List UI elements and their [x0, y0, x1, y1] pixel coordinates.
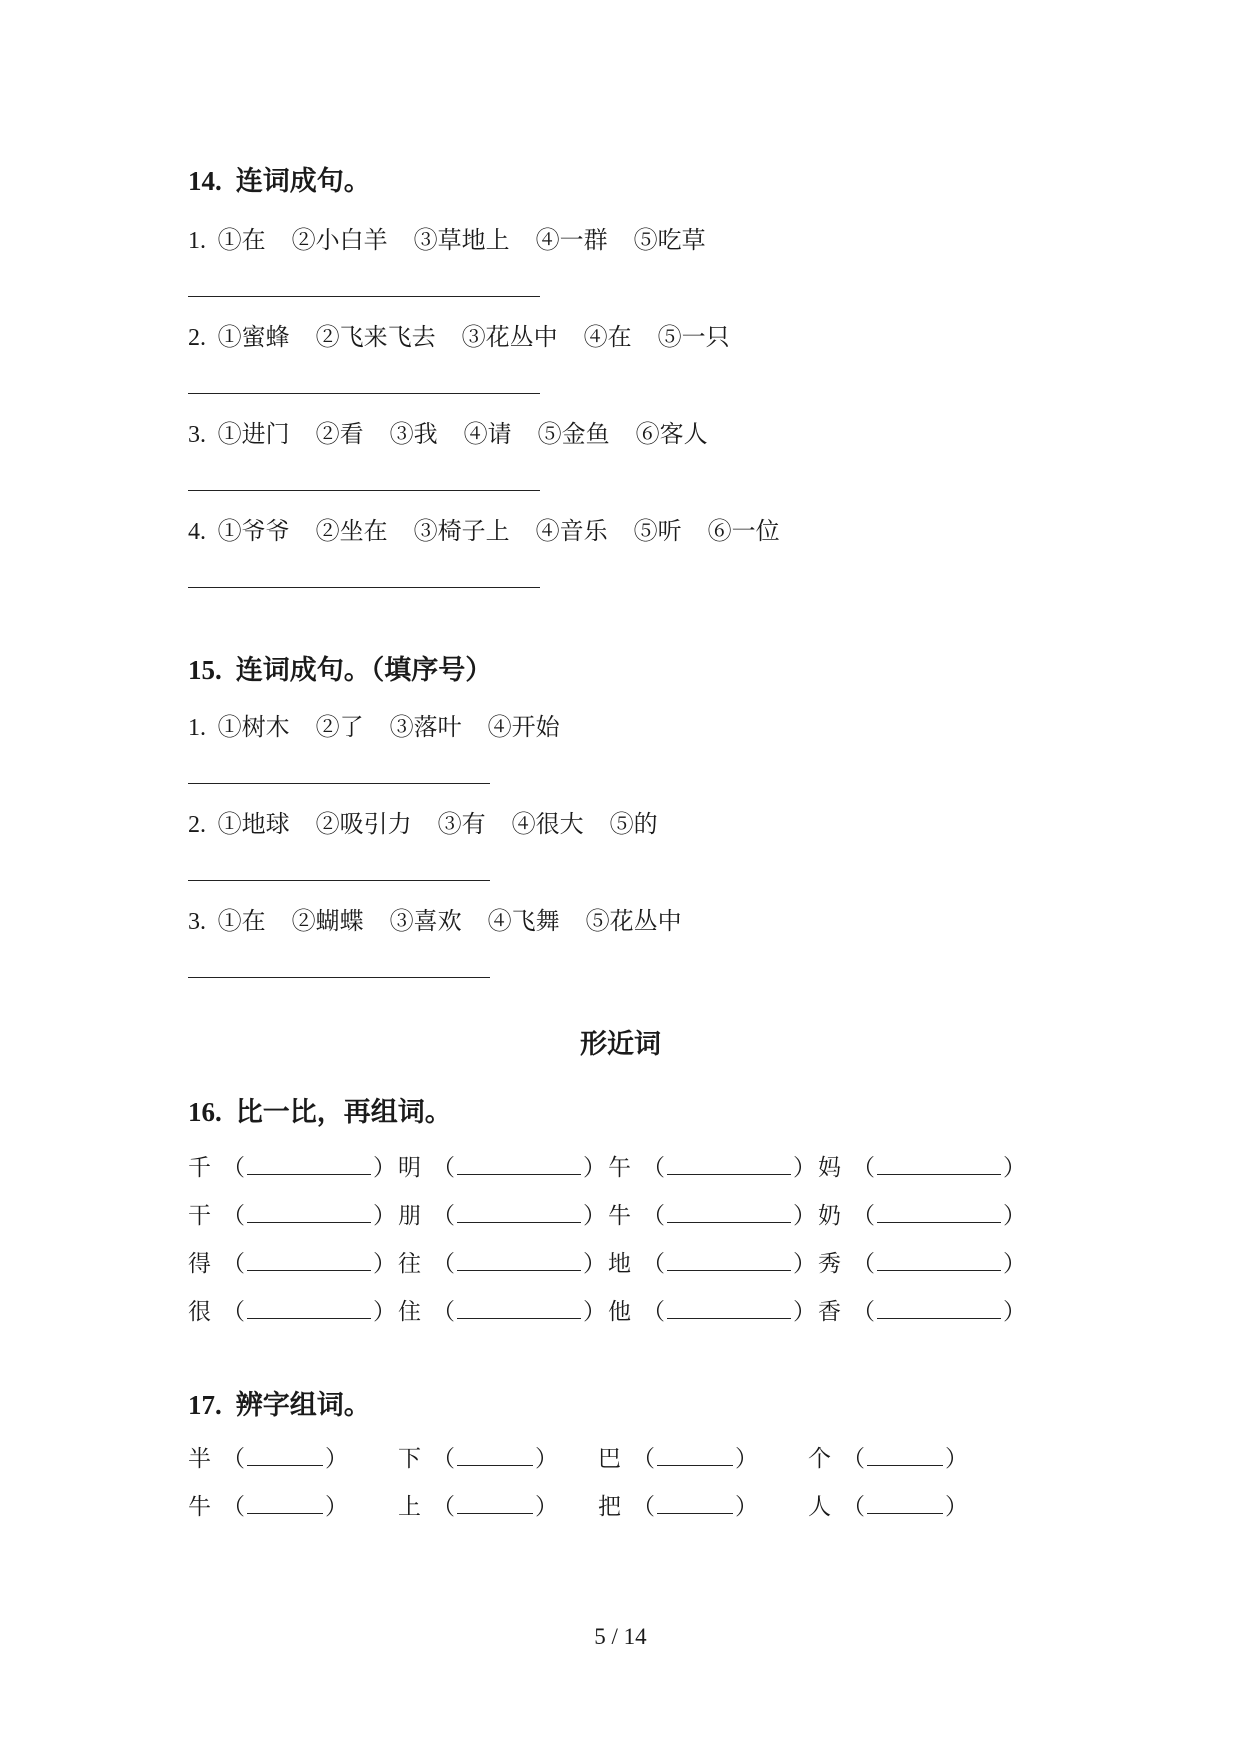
question-17-title — [188, 1390, 371, 1421]
character: 个 — [808, 1446, 831, 1472]
question-number: 15. — [188, 655, 222, 685]
fill-blank[interactable] — [877, 1156, 1001, 1175]
word: ④开始 — [487, 713, 560, 741]
question-16-title — [188, 1097, 452, 1128]
word: ③喜欢 — [389, 907, 462, 935]
word: ⑤一只 — [657, 323, 730, 351]
item-number: 1. — [188, 715, 206, 741]
fill-blank[interactable] — [877, 1300, 1001, 1319]
right-paren: ） — [1003, 1299, 1026, 1325]
word: ⑤金鱼 — [537, 420, 610, 448]
item-number: 4. — [188, 519, 206, 545]
fill-blank[interactable] — [247, 1495, 323, 1514]
answer-line[interactable] — [188, 490, 540, 491]
fill-blank[interactable] — [867, 1495, 943, 1514]
q14-item-1 — [188, 226, 732, 255]
left-paren: （ — [432, 1446, 455, 1472]
right-paren: ） — [945, 1494, 968, 1520]
section-title: 形近词 — [580, 1029, 661, 1060]
left-paren: （ — [432, 1203, 455, 1229]
right-paren: ） — [325, 1494, 348, 1520]
right-paren: ） — [1003, 1155, 1026, 1181]
word: ④飞舞 — [487, 907, 560, 935]
char-cell — [398, 1298, 606, 1326]
word: ⑤吃草 — [633, 226, 706, 254]
left-paren: （ — [432, 1155, 455, 1181]
word: ②飞来飞去 — [315, 323, 436, 351]
word: ②吸引力 — [315, 810, 412, 838]
right-paren: ） — [735, 1446, 758, 1472]
left-paren: （ — [632, 1494, 655, 1520]
answer-line[interactable] — [188, 977, 490, 978]
right-paren: ） — [373, 1203, 396, 1229]
char-cell — [188, 1445, 348, 1473]
question-text: 辨字组词。 — [235, 1390, 371, 1421]
word: ②小白羊 — [291, 226, 388, 254]
section-heading — [0, 1030, 1241, 1060]
q15-item-2 — [188, 810, 684, 839]
word: ⑤花丛中 — [585, 907, 682, 935]
left-paren: （ — [642, 1299, 665, 1325]
word: ①在 — [217, 226, 266, 254]
fill-blank[interactable] — [667, 1300, 791, 1319]
fill-blank[interactable] — [247, 1447, 323, 1466]
char-cell — [188, 1154, 396, 1182]
character: 朋 — [398, 1203, 421, 1229]
left-paren: （ — [852, 1203, 875, 1229]
char-cell — [398, 1202, 606, 1230]
char-cell — [598, 1493, 758, 1521]
character: 往 — [398, 1251, 421, 1277]
right-paren: ） — [373, 1251, 396, 1277]
right-paren: ） — [373, 1155, 396, 1181]
word: ①树木 — [217, 713, 290, 741]
left-paren: （ — [852, 1155, 875, 1181]
char-cell — [808, 1493, 968, 1521]
left-paren: （ — [842, 1446, 865, 1472]
fill-blank[interactable] — [667, 1204, 791, 1223]
right-paren: ） — [535, 1494, 558, 1520]
page-number: 5 / 14 — [594, 1624, 647, 1649]
right-paren: ） — [793, 1251, 816, 1277]
fill-blank[interactable] — [247, 1204, 371, 1223]
right-paren: ） — [325, 1446, 348, 1472]
right-paren: ） — [1003, 1251, 1026, 1277]
word: ②看 — [315, 420, 364, 448]
character: 得 — [188, 1251, 211, 1277]
word: ③我 — [389, 420, 438, 448]
word: ④在 — [583, 323, 632, 351]
left-paren: （ — [642, 1155, 665, 1181]
word: ⑥一位 — [707, 517, 780, 545]
character: 奶 — [818, 1203, 841, 1229]
right-paren: ） — [583, 1251, 606, 1277]
character: 上 — [398, 1494, 421, 1520]
question-number: 17. — [188, 1390, 222, 1420]
fill-blank[interactable] — [457, 1495, 533, 1514]
word: ①蜜蜂 — [217, 323, 290, 351]
left-paren: （ — [222, 1251, 245, 1277]
char-cell — [188, 1493, 348, 1521]
left-paren: （ — [222, 1155, 245, 1181]
fill-blank[interactable] — [657, 1447, 733, 1466]
word: ⑤的 — [609, 810, 658, 838]
right-paren: ） — [583, 1155, 606, 1181]
char-cell — [398, 1493, 558, 1521]
right-paren: ） — [1003, 1203, 1026, 1229]
word: ③草地上 — [413, 226, 510, 254]
char-cell — [188, 1250, 396, 1278]
left-paren: （ — [432, 1299, 455, 1325]
q14-item-4 — [188, 517, 806, 546]
word: ③椅子上 — [413, 517, 510, 545]
word: ④很大 — [511, 810, 584, 838]
left-paren: （ — [632, 1446, 655, 1472]
char-cell — [818, 1250, 1026, 1278]
char-cell — [398, 1250, 606, 1278]
word: ④请 — [463, 420, 512, 448]
left-paren: （ — [432, 1251, 455, 1277]
char-cell — [818, 1154, 1026, 1182]
answer-line[interactable] — [188, 587, 540, 588]
word: ③落叶 — [389, 713, 462, 741]
left-paren: （ — [222, 1494, 245, 1520]
right-paren: ） — [793, 1203, 816, 1229]
character: 下 — [398, 1446, 421, 1472]
left-paren: （ — [222, 1203, 245, 1229]
character: 他 — [608, 1299, 631, 1325]
right-paren: ） — [735, 1494, 758, 1520]
question-number: 16. — [188, 1097, 222, 1127]
question-text: 连词成句。（填序号） — [235, 655, 493, 686]
fill-blank[interactable] — [457, 1252, 581, 1271]
right-paren: ） — [793, 1155, 816, 1181]
fill-blank[interactable] — [457, 1204, 581, 1223]
character: 住 — [398, 1299, 421, 1325]
word: ④一群 — [535, 226, 608, 254]
word: ③花丛中 — [461, 323, 558, 351]
question-text: 连词成句。 — [235, 166, 371, 197]
q15-item-1 — [188, 713, 586, 742]
answer-line[interactable] — [188, 296, 540, 297]
left-paren: （ — [432, 1494, 455, 1520]
right-paren: ） — [373, 1299, 396, 1325]
answer-line[interactable] — [188, 880, 490, 881]
item-number: 2. — [188, 812, 206, 838]
character: 牛 — [608, 1203, 631, 1229]
word: ②蝴蝶 — [291, 907, 364, 935]
character: 巴 — [598, 1446, 621, 1472]
right-paren: ） — [583, 1203, 606, 1229]
left-paren: （ — [642, 1251, 665, 1277]
left-paren: （ — [852, 1299, 875, 1325]
fill-blank[interactable] — [877, 1204, 1001, 1223]
answer-line[interactable] — [188, 393, 540, 394]
word: ⑤听 — [633, 517, 682, 545]
char-cell — [818, 1202, 1026, 1230]
word: ①地球 — [217, 810, 290, 838]
right-paren: ） — [945, 1446, 968, 1472]
character: 干 — [188, 1203, 211, 1229]
char-cell — [398, 1445, 558, 1473]
left-paren: （ — [842, 1494, 865, 1520]
right-paren: ） — [793, 1299, 816, 1325]
char-cell — [608, 1250, 816, 1278]
character: 明 — [398, 1155, 421, 1181]
left-paren: （ — [852, 1251, 875, 1277]
char-cell — [808, 1445, 968, 1473]
question-text: 比一比，再组词。 — [235, 1097, 452, 1128]
q15-item-3 — [188, 907, 708, 936]
word: ③有 — [437, 810, 486, 838]
fill-blank[interactable] — [247, 1156, 371, 1175]
character: 地 — [608, 1251, 631, 1277]
question-15-title — [188, 655, 492, 686]
fill-blank[interactable] — [667, 1156, 791, 1175]
q14-item-3 — [188, 420, 734, 449]
char-cell — [598, 1445, 758, 1473]
char-cell — [608, 1202, 816, 1230]
char-cell — [188, 1298, 396, 1326]
char-cell — [608, 1298, 816, 1326]
question-number: 14. — [188, 166, 222, 196]
fill-blank[interactable] — [247, 1300, 371, 1319]
character: 香 — [818, 1299, 841, 1325]
right-paren: ） — [535, 1446, 558, 1472]
character: 半 — [188, 1446, 211, 1472]
word: ①在 — [217, 907, 266, 935]
item-number: 3. — [188, 909, 206, 935]
word: ①爷爷 — [217, 517, 290, 545]
item-number: 1. — [188, 228, 206, 254]
left-paren: （ — [642, 1203, 665, 1229]
fill-blank[interactable] — [867, 1447, 943, 1466]
fill-blank[interactable] — [667, 1252, 791, 1271]
word: ⑥客人 — [635, 420, 708, 448]
right-paren: ） — [583, 1299, 606, 1325]
character: 把 — [598, 1494, 621, 1520]
word: ②坐在 — [315, 517, 388, 545]
character: 秀 — [818, 1251, 841, 1277]
fill-blank[interactable] — [877, 1252, 1001, 1271]
fill-blank[interactable] — [657, 1495, 733, 1514]
character: 人 — [808, 1494, 831, 1520]
item-number: 2. — [188, 325, 206, 351]
character: 牛 — [188, 1494, 211, 1520]
word: ②了 — [315, 713, 364, 741]
q14-item-2 — [188, 323, 756, 352]
char-cell — [398, 1154, 606, 1182]
char-cell — [818, 1298, 1026, 1326]
fill-blank[interactable] — [457, 1300, 581, 1319]
word: ④音乐 — [535, 517, 608, 545]
character: 很 — [188, 1299, 211, 1325]
fill-blank[interactable] — [457, 1156, 581, 1175]
left-paren: （ — [222, 1299, 245, 1325]
left-paren: （ — [222, 1446, 245, 1472]
char-cell — [188, 1202, 396, 1230]
answer-line[interactable] — [188, 783, 490, 784]
item-number: 3. — [188, 422, 206, 448]
fill-blank[interactable] — [457, 1447, 533, 1466]
character: 千 — [188, 1155, 211, 1181]
fill-blank[interactable] — [247, 1252, 371, 1271]
char-cell — [608, 1154, 816, 1182]
word: ①进门 — [217, 420, 290, 448]
question-14-title — [188, 166, 371, 197]
character: 妈 — [818, 1155, 841, 1181]
character: 午 — [608, 1155, 631, 1181]
